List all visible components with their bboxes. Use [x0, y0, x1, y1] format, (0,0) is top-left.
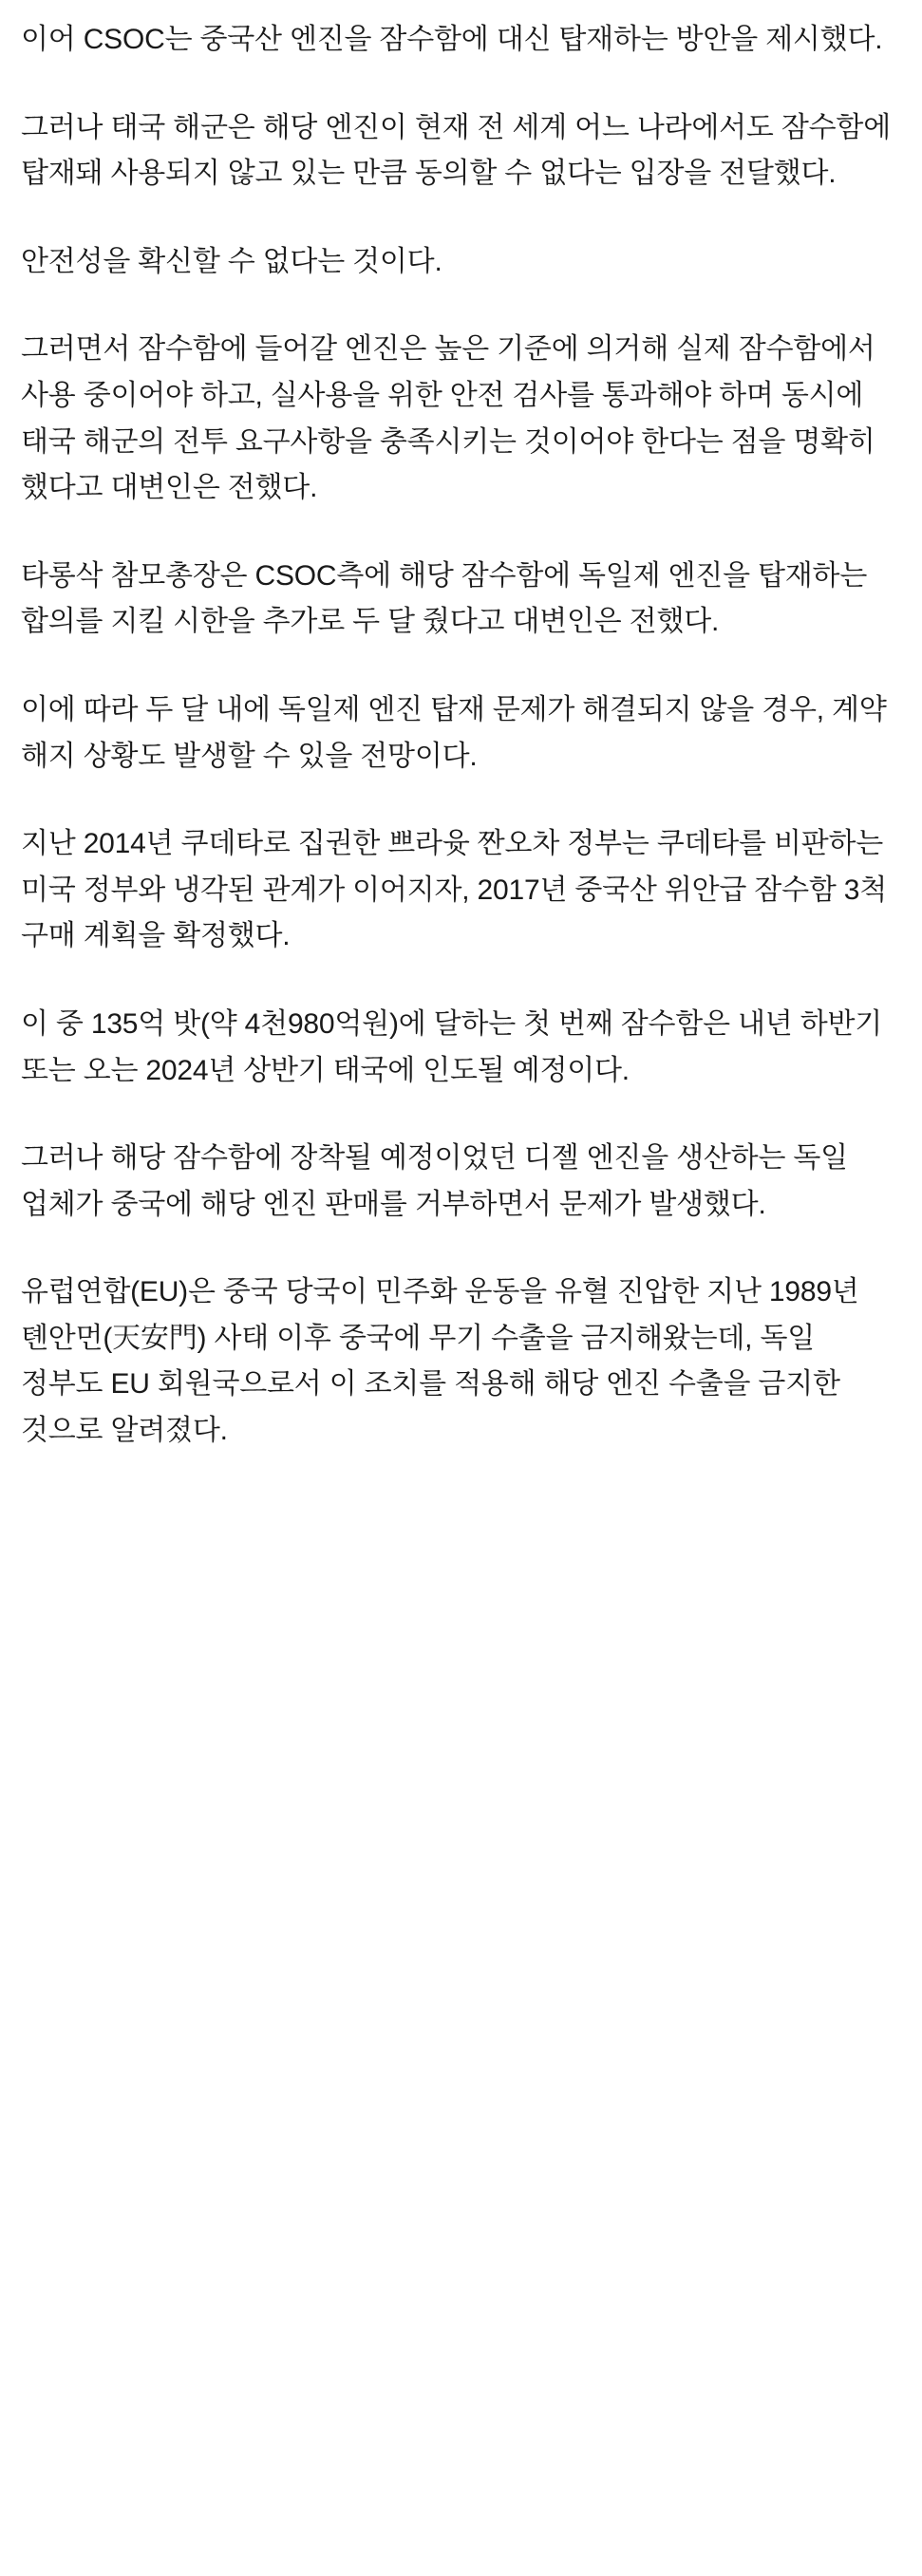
article-paragraph: 이어 CSOC는 중국산 엔진을 잠수함에 대신 탑재하는 방안을 제시했다. — [21, 24, 883, 55]
article-paragraph: 지난 2014년 쿠데타로 집권한 쁘라윳 짠오차 정부는 쿠데타를 비판하는 미국 정부와 냉각된 관계가 이어지자, 2017년 중국산 위안급 잠수함 3척 구매 계획을 확정했다. — [21, 828, 888, 952]
article-paragraph: 타롱삭 참모총장은 CSOC측에 해당 잠수함에 독일제 엔진을 탑재하는 합의를 지킬 시한을 추가로 두 달 줬다고 대변인은 전했다. — [21, 559, 868, 638]
article-paragraph: 이 중 135억 밧(약 4천980억원)에 달하는 첫 번째 잠수함은 내년 하반기 또는 오는 2024년 상반기 태국에 인도될 예정이다. — [21, 1007, 883, 1086]
article-paragraph: 이에 따라 두 달 내에 독일제 엔진 탑재 문제가 해결되지 않을 경우, 계약 해지 상황도 발생할 수 있을 전망이다. — [21, 693, 887, 772]
article-paragraph: 그러면서 잠수함에 들어갈 엔진은 높은 기준에 의거해 실제 잠수함에서 사용 중이어야 하고, 실사용을 위한 안전 검사를 통과해야 하며 동시에 태국 해군의 전투 요구사항을 충족시키는 것이어야 한다는 점을 명확히 했다고 대변인은 전했다. — [21, 333, 875, 504]
article-paragraph: 유럽연합(EU)은 중국 당국이 민주화 운동을 유혈 진압한 지난 1989년 톈안먼(天安門) 사태 이후 중국에 무기 수출을 금지해왔는데, 독일 정부도 EU 회원국으로서 이 조치를 적용해 해당 엔진 수출을 금지한 것으로 알려졌다. — [21, 1276, 859, 1447]
article-paragraph: 안전성을 확신할 수 없다는 것이다. — [21, 245, 442, 277]
article-paragraph: 그러나 해당 잠수함에 장착될 예정이었던 디젤 엔진을 생산하는 독일 업체가 중국에 해당 엔진 판매를 거부하면서 문제가 발생했다. — [21, 1142, 848, 1220]
article-paragraph: 그러나 태국 해군은 해당 엔진이 현재 전 세계 어느 나라에서도 잠수함에 탑재돼 사용되지 않고 있는 만큼 동의할 수 없다는 입장을 전달했다. — [21, 111, 891, 190]
